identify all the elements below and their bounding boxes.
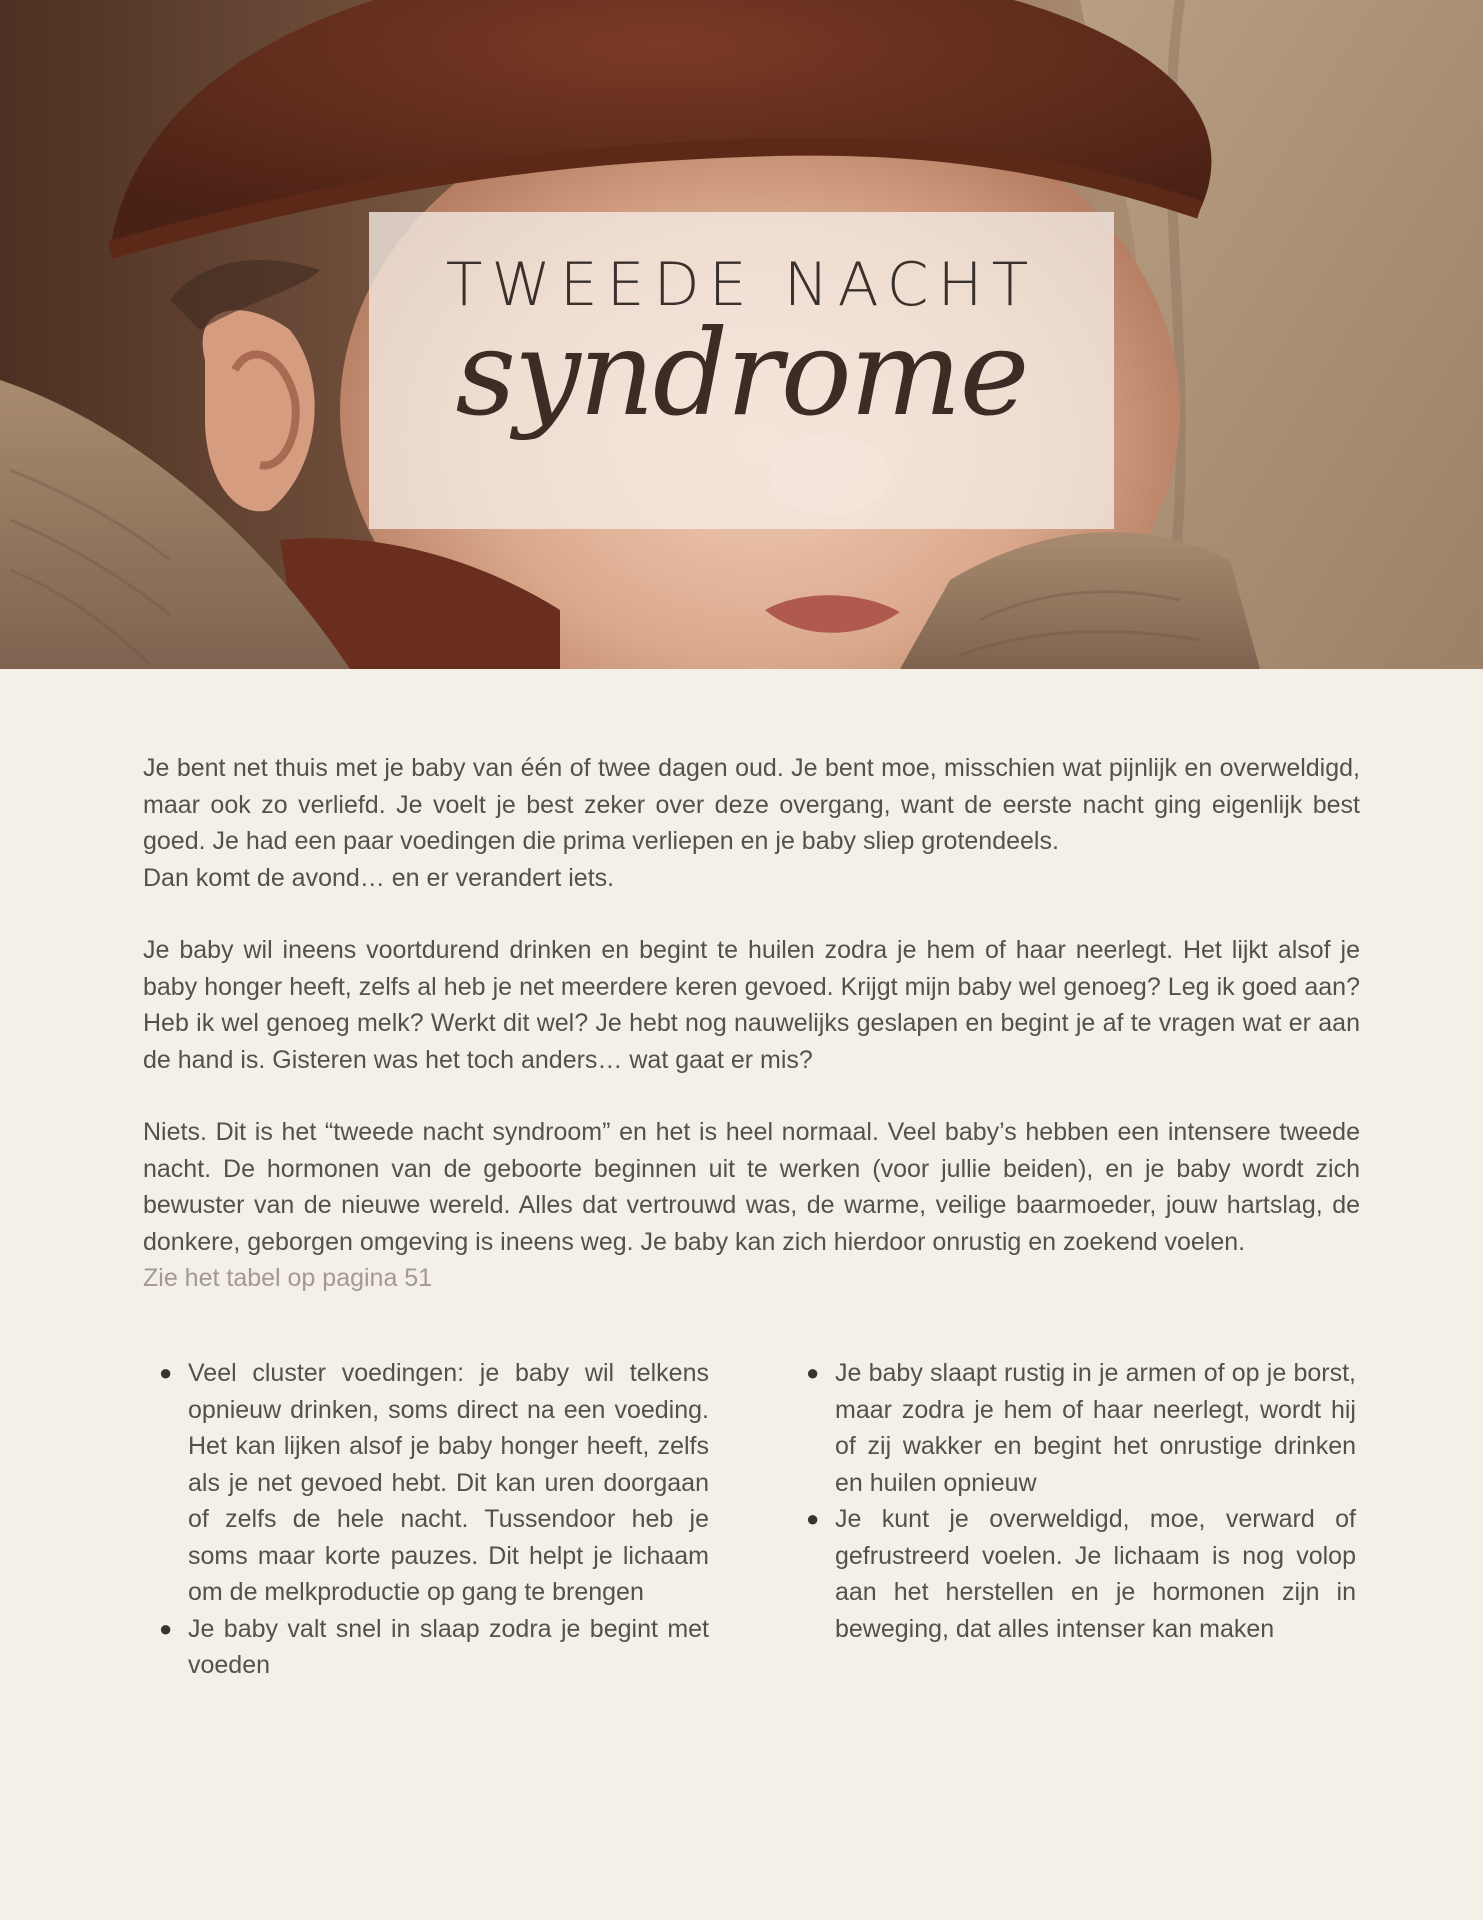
- list-item: [143, 1355, 709, 1611]
- page-reference-link: Zie het tabel op pagina 51: [143, 1264, 433, 1292]
- paragraph-3-text: Niets. Dit is het “tweede nacht syndroom” en het is heel normaal. Veel baby’s hebben een intensere tweede nacht. De hormonen van de geboorte beginnen uit te werken (voor jullie beiden), en je baby wordt zich bewuster van de nieuwe wereld. Alles dat vertrouwd was, de warme, veilige baarmoeder, jouw hartslag, de donkere, geborgen omgeving is ineens weg. Je baby kan zich hierdoor onrustig en zoekend voelen.: [143, 1118, 1360, 1256]
- bullet-icon: ●: [159, 1360, 173, 1385]
- bullet-icon: ●: [806, 1360, 820, 1385]
- page-title: TWEEDE NACHT: [445, 250, 1038, 320]
- bullet-icon: ●: [806, 1506, 820, 1531]
- bullet-icon: ●: [159, 1615, 173, 1641]
- paragraph-1-last-line: Dan komt de avond… en er verandert iets.: [143, 863, 615, 892]
- title-box: [369, 212, 1114, 529]
- paragraph-2: Je baby wil ineens voortdurend drinken en begint te huilen zodra je hem of haar neerlegt. Het lijkt alsof je baby honger heeft, zelfs al heb je net meerdere keren gevoed. Krijgt mijn baby wel genoeg? Leg ik goed aan? Heb ik wel genoeg melk? Werkt dit wel? Je hebt nog nauwelijks geslapen en begint je af te vragen wat er aan de hand is. Gisteren was het toch anders… wat gaat er mis?: [143, 936, 1360, 1074]
- paragraph-3: [143, 1114, 1360, 1260]
- intro-text: [143, 750, 1360, 1297]
- page-subtitle-script: syndrome: [455, 304, 1028, 442]
- list-item: [790, 1501, 1356, 1647]
- list-item-text: Veel cluster voedingen: je baby wil telkens opnieuw drinken, soms direct na een voeding. Het kan lijken alsof je baby honger heeft, zelfs als je net gevoed hebt. Dit kan uren doorgaan of zelfs de hele nacht. Tussendoor heb je soms maar korte pauzes. Dit helpt je lichaam om de melkproductie op gang te brengen: [188, 1359, 709, 1606]
- hero-photo: [0, 0, 1483, 669]
- list-item: [143, 1611, 709, 1684]
- paragraph-1: [143, 750, 1360, 896]
- list-item-text: Je baby slaapt rustig in je armen of op je borst, maar zodra je hem of haar neerlegt, wordt hij of zij wakker en begint het onrustige drinken en huilen opnieuw: [835, 1359, 1356, 1497]
- list-item-text: Je baby valt snel in slaap zodra je begint met voeden: [188, 1614, 709, 1679]
- paragraph-1-text: Je bent net thuis met je baby van één of twee dagen oud. Je bent moe, misschien wat pijnlijk en overweldigd, maar ook zo verliefd. Je voelt je best zeker over deze overgang, want de eerste nacht ging eigenlijk best goed. Je had een paar voedingen die prima verliepen en je baby sliep grotendeels.: [143, 754, 1360, 855]
- bullet-list-left: [143, 1355, 709, 1684]
- list-item-text: Je kunt je overweldigd, moe, verward of gefrustreerd voelen. Je lichaam is nog volop aan het herstellen en je hormonen zijn in beweging, dat alles intenser kan maken: [835, 1505, 1356, 1643]
- bullet-list-right: [790, 1355, 1356, 1647]
- list-item: [790, 1355, 1356, 1501]
